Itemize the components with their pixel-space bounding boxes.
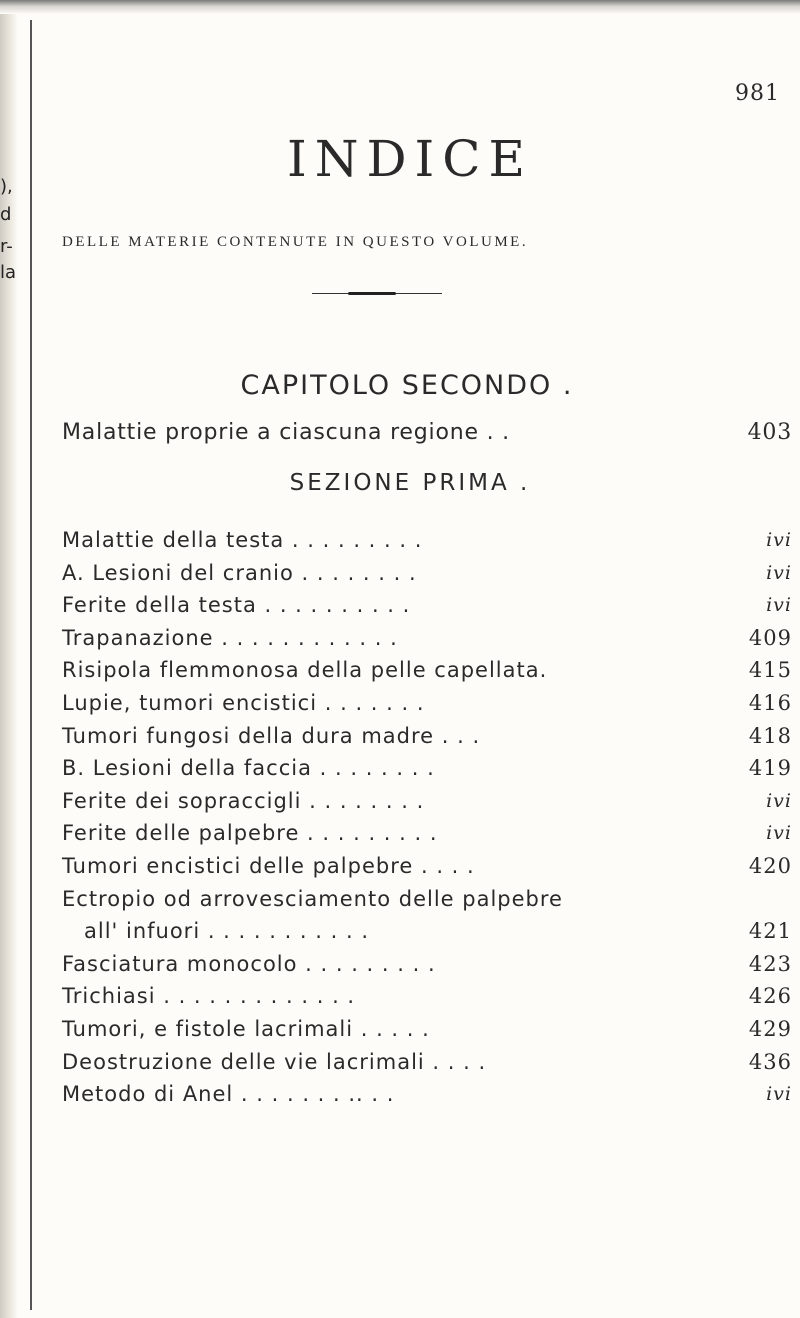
- toc-entry-label: Ferite delle palpebre . . . . . . . . .: [62, 821, 438, 846]
- margin-fragment: r-: [0, 236, 13, 257]
- chapter-entry-page: 403: [747, 420, 792, 445]
- toc-entry-label: all' infuori . . . . . . . . . . .: [84, 919, 370, 944]
- toc-entry: [62, 883, 792, 916]
- toc-entry-label: Ectropio od arrovesciamento delle palpebre: [62, 886, 563, 911]
- toc-entry: [62, 850, 792, 883]
- toc-entry-page: ivi: [766, 822, 792, 845]
- toc-entry-label: Ferite dei sopraccigli . . . . . . . .: [62, 788, 425, 813]
- toc-entry-page: ivi: [766, 561, 792, 584]
- toc-entry-page: 420: [748, 853, 792, 878]
- toc-entry: [62, 687, 792, 720]
- index-title: INDICE: [286, 130, 534, 188]
- page-top-edge: [0, 0, 800, 14]
- toc-entry-page: ivi: [766, 529, 792, 551]
- toc-entry: [62, 557, 792, 590]
- toc-entry: [62, 622, 792, 655]
- toc-entry: [62, 1078, 792, 1111]
- toc-entry: [62, 817, 792, 850]
- toc-entry: [62, 948, 792, 981]
- toc-entry-page: ivi: [766, 1083, 792, 1106]
- toc-entry-label: Deostruzione delle vie lacrimali . . . .: [62, 1049, 487, 1074]
- index-subtitle: DELLE MATERIE CONTENUTE IN QUESTO VOLUME.: [62, 234, 529, 250]
- chapter-heading: CAPITOLO SECONDO .: [240, 370, 574, 401]
- toc-entry-label: A. Lesioni del cranio . . . . . . . .: [62, 560, 417, 585]
- toc-entry: [62, 785, 792, 818]
- toc-entry: [62, 1013, 792, 1046]
- page-binding-shadow: [0, 0, 18, 1318]
- toc-entry-label: B. Lesioni della faccia . . . . . . . .: [62, 756, 435, 781]
- toc-entry-page: 415: [748, 658, 792, 683]
- toc-entry-page: ivi: [766, 594, 792, 617]
- margin-fragment: d: [0, 204, 12, 225]
- toc-entry-label: Lupie, tumori encistici . . . . . . .: [62, 690, 425, 715]
- chapter-entry: [62, 420, 792, 445]
- toc-entry-page: 426: [748, 984, 792, 1009]
- toc-entry-label: Ferite della testa . . . . . . . . . .: [62, 593, 411, 618]
- toc-entry-label: Fasciatura monocolo . . . . . . . . .: [62, 951, 436, 976]
- toc-entry-page: 419: [748, 756, 792, 781]
- toc-entry: [62, 524, 792, 557]
- toc-entry-page: 436: [748, 1049, 792, 1074]
- toc-entry-label: Malattie della testa . . . . . . . . .: [62, 528, 423, 552]
- section-heading: SEZIONE PRIMA .: [289, 470, 531, 496]
- page-number: 981: [735, 81, 780, 106]
- toc-entry-page: 418: [748, 723, 792, 748]
- toc-entry-page: 429: [748, 1016, 792, 1041]
- toc-entry-page: 423: [748, 951, 792, 976]
- toc-entry-page: 421: [748, 919, 792, 944]
- toc-entry-label: Trapanazione . . . . . . . . . . . .: [62, 625, 398, 650]
- table-of-contents: [62, 524, 792, 1111]
- margin-fragment: la: [0, 262, 17, 283]
- toc-entry: [62, 720, 792, 753]
- binding-line: [30, 20, 32, 1310]
- toc-entry: [62, 654, 792, 687]
- toc-entry-label: Tumori encistici delle palpebre . . . .: [62, 853, 475, 878]
- toc-entry: [62, 915, 792, 948]
- toc-entry-label: Trichiasi . . . . . . . . . . . . .: [62, 984, 356, 1009]
- ornamental-rule-center: [348, 292, 396, 295]
- toc-entry-label: Tumori, e fistole lacrimali . . . . .: [62, 1016, 430, 1041]
- toc-entry-label: Metodo di Anel . . . . . . . .. . .: [62, 1082, 395, 1107]
- toc-entry-label: Tumori fungosi della dura madre . . .: [62, 723, 481, 748]
- toc-entry: [62, 980, 792, 1013]
- toc-entry-page: ivi: [766, 789, 792, 812]
- chapter-entry-label: Malattie proprie a ciascuna regione . .: [62, 420, 510, 445]
- toc-entry-page: 416: [748, 690, 792, 715]
- toc-entry: [62, 1046, 792, 1079]
- toc-entry-label: Risipola flemmonosa della pelle capellata.: [62, 658, 548, 683]
- margin-fragment: ),: [0, 176, 13, 197]
- toc-entry: [62, 752, 792, 785]
- toc-entry: [62, 589, 792, 622]
- toc-entry-page: 409: [748, 625, 792, 650]
